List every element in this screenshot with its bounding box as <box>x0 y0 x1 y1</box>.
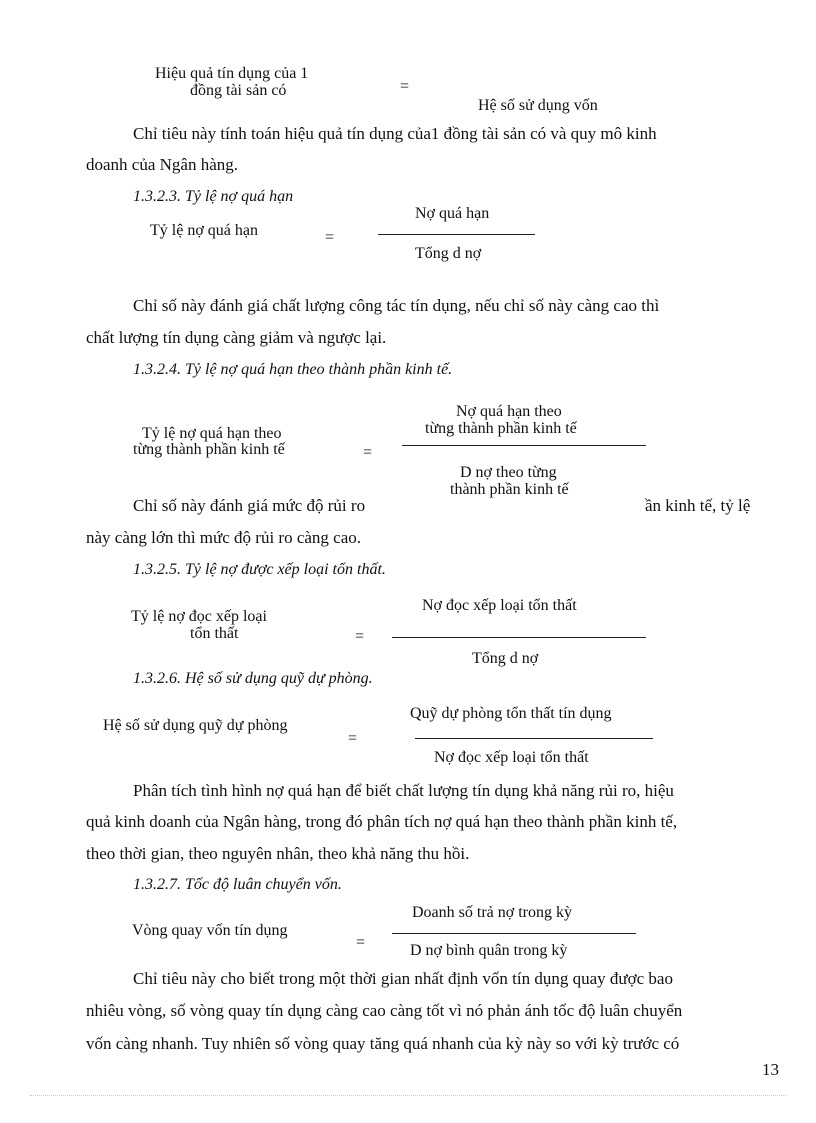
formula3-numerator-line1: Nợ quá hạn theo <box>456 403 562 420</box>
formula1-left-line2: đồng tài sản có <box>190 82 287 99</box>
paragraph-2-line2: chất lượng tín dụng càng giảm và ngược lại. <box>86 328 387 347</box>
formula3-denominator-line2: thành phần kinh tế <box>450 481 569 498</box>
heading-1-3-2-5: 1.3.2.5. Tỷ lệ nợ được xếp loại tổn thất. <box>133 561 386 578</box>
page-number: 13 <box>762 1060 779 1079</box>
formula4-equals: = <box>355 628 365 645</box>
paragraph-3-line2: này càng lớn thì mức độ rủi ro càng cao. <box>86 528 362 547</box>
paragraph-3-line1-end: ần kinh tế, tỷ lệ <box>645 496 751 515</box>
formula6-equals: = <box>356 934 366 951</box>
formula3-equals: = <box>363 444 373 461</box>
formula2-equals: = <box>325 229 335 246</box>
formula1-equals: = <box>400 78 410 95</box>
formula2-numerator: Nợ quá hạn <box>415 205 490 222</box>
heading-1-3-2-6: 1.3.2.6. Hệ số sử dụng quỹ dự phòng. <box>133 670 373 687</box>
formula1-left-line1: Hiệu quả tín dụng của 1 <box>155 65 309 82</box>
formula3-numerator-line2: từng thành phần kinh tế <box>425 420 577 437</box>
formula3-fraction-bar <box>402 445 646 446</box>
formula5-left: Hệ số sử dụng quỹ dự phòng <box>103 717 288 734</box>
formula6-numerator: Doanh số trả nợ trong kỳ <box>412 904 572 921</box>
formula6-denominator: D nợ bình quân trong kỳ <box>410 942 568 959</box>
formula4-numerator: Nợ đọc xếp loại tổn thất <box>422 597 577 614</box>
formula1-right: Hệ số sử dụng vốn <box>478 97 598 114</box>
paragraph-2-line1: Chỉ số này đánh giá chất lượng công tác tín dụng, nếu chỉ số này càng cao thì <box>133 296 660 315</box>
heading-1-3-2-4: 1.3.2.4. Tỷ lệ nợ quá hạn theo thành phần kinh tế. <box>133 361 453 378</box>
formula5-numerator: Quỹ dự phòng tổn thất tín dụng <box>410 705 612 722</box>
formula3-denominator-line1: D nợ theo từng <box>460 464 557 481</box>
formula5-fraction-bar <box>415 738 653 739</box>
formula4-fraction-bar <box>392 637 646 638</box>
paragraph-5-line2: nhiêu vòng, số vòng quay tín dụng càng cao càng tốt vì nó phản ánh tốc độ luân chuyển <box>86 1001 683 1020</box>
paragraph-3-line1-start: Chỉ số này đánh giá mức độ rủi ro <box>133 496 366 515</box>
formula2-denominator: Tổng d nợ <box>415 245 482 262</box>
formula4-left-line1: Tỷ lệ nợ đọc xếp loại <box>131 608 267 625</box>
heading-1-3-2-7: 1.3.2.7. Tốc độ luân chuyển vốn. <box>133 876 342 893</box>
formula6-left: Vòng quay vốn tín dụng <box>132 922 288 939</box>
formula2-left: Tỷ lệ nợ quá hạn <box>150 222 258 239</box>
formula5-equals: = <box>348 730 358 747</box>
paragraph-4-line1: Phân tích tình hình nợ quá hạn để biết chất lượng tín dụng khả năng rủi ro, hiệu <box>133 781 674 800</box>
paragraph-5-line1: Chỉ tiêu này cho biết trong một thời gian nhất định vốn tín dụng quay được bao <box>133 969 673 988</box>
formula4-left-line2: tổn thất <box>190 625 239 642</box>
paragraph-5-line3: vốn càng nhanh. Tuy nhiên số vòng quay tăng quá nhanh của kỳ này so với kỳ trước có <box>86 1034 680 1053</box>
paragraph-4-line3: theo thời gian, theo nguyên nhân, theo khả năng thu hồi. <box>86 844 470 863</box>
paragraph-4-line2: quả kinh doanh của Ngân hàng, trong đó phân tích nợ quá hạn theo thành phần kinh tế, <box>86 812 678 831</box>
formula3-left-line1: Tỷ lệ nợ quá hạn theo <box>142 425 282 442</box>
formula4-denominator: Tổng d nợ <box>472 650 539 667</box>
paragraph-1-line1: Chỉ tiêu này tính toán hiệu quả tín dụng của1 đồng tài sản có và quy mô kinh <box>133 124 657 143</box>
formula5-denominator: Nợ đọc xếp loại tổn thất <box>434 749 589 766</box>
page-bottom-border <box>30 1095 786 1096</box>
formula6-fraction-bar <box>392 933 636 934</box>
formula2-fraction-bar <box>378 234 535 235</box>
heading-1-3-2-3: 1.3.2.3. Tỷ lệ nợ quá hạn <box>133 188 294 205</box>
formula3-left-line2: từng thành phần kinh tế <box>133 441 285 458</box>
paragraph-1-line2: doanh của Ngân hàng. <box>86 155 239 174</box>
